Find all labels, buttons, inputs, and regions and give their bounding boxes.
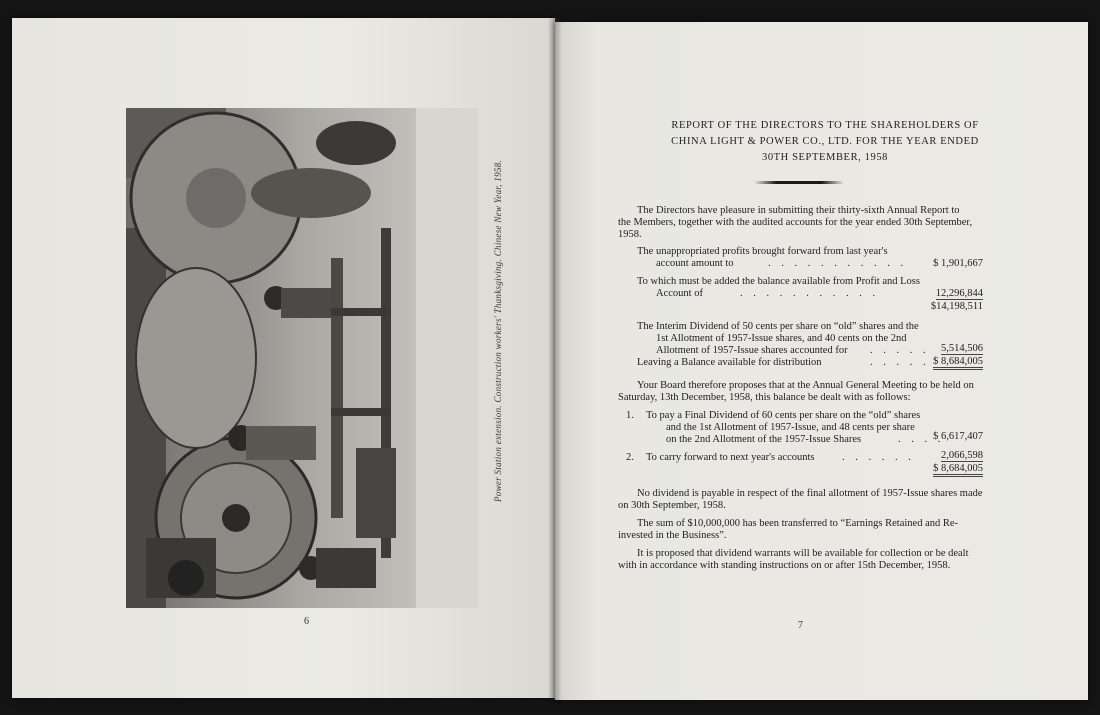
item1-line1: To pay a Final Dividend of 60 cents per share on the “old” shares [646,410,921,421]
leaving-balance-amount: $ 8,684,005 [933,356,983,370]
item2-number: 2. [626,452,634,463]
transfer-line: The sum of $10,000,000 has been transferred to “Earnings Retained and Re- [637,518,959,529]
page-number-right: 7 [798,620,803,631]
item2-total: $ 8,684,005 [933,463,983,477]
proposal-line: Saturday, 13th December, 1958, this balance be dealt with as follows: [618,392,911,403]
add-balance-amount: 12,296,844 [935,288,983,299]
title-line: CHINA LIGHT & POWER CO., LTD. FOR THE YEAR ENDED [671,136,979,147]
title-line: 30TH SEPTEMBER, 1958 [761,152,889,163]
leader-dots: . . . . . . [842,452,915,463]
leader-dots: . . . . . [870,345,930,356]
leader-dots: . . . . [898,434,945,445]
item1-line2: and the 1st Allotment of 1957-Issue, and 48 cents per share [666,422,915,433]
interim-line3: Allotment of 1957-Issue shares accounted for [656,345,848,356]
warrants-line: It is proposed that dividend warrants will be available for collection or be dealt [637,548,969,559]
intro-line: The Directors have pleasure in submitting their thirty-sixth Annual Report to [637,205,960,216]
item2-line1: To carry forward to next year's accounts [646,452,815,463]
item1-amount: $ 6,617,407 [933,431,983,442]
book-gutter [548,18,562,700]
interim-line1: The Interim Dividend of 50 cents per share on “old” shares and the [637,321,919,332]
unappropriated-line2: account amount to [656,258,734,269]
title-line: REPORT OF THE DIRECTORS TO THE SHAREHOLDERS OF [671,120,979,131]
photo-illustration [126,108,478,608]
item1-number: 1. [626,410,634,421]
photo-caption: Power Station extension. Construction workers' Thanksgiving. Chinese New Year, 1958. [493,159,503,502]
transfer-line: invested in the Business”. [618,530,727,541]
unappropriated-amount: $ 1,901,667 [933,258,983,269]
intro-line: 1958. [618,229,642,240]
item2-amount: 2,066,598 [941,450,983,461]
leader-dots: . . . . . [870,357,930,368]
item1-line3: on the 2nd Allotment of the 1957-Issue Shares [666,434,862,445]
report-title [600,118,1050,166]
warrants-line: with in accordance with standing instructions on or after 15th December, 1958. [618,560,951,571]
add-balance-line1: To which must be added the balance available from Profit and Loss [637,276,920,287]
unappropriated-line1: The unappropriated profits brought forward from last year's [637,246,888,257]
construction-workers-photo [126,108,478,608]
leaving-balance-line: Leaving a Balance available for distribution [637,357,822,368]
leader-dots: . . . . . . . . . . . [740,288,880,299]
title-rule [754,181,844,184]
proposal-line: Your Board therefore proposes that at the Annual General Meeting to be held on [637,380,974,391]
intro-line: the Members, together with the audited accounts for the year ended 30th September, [618,217,973,228]
leader-dots: . . . . . . . . . . . [768,258,908,269]
add-balance-line2: Account of [656,288,703,299]
balance-total: $14,198,511 [930,301,983,312]
no-dividend-line: No dividend is payable in respect of the final allotment of 1957-Issue shares made [637,488,983,499]
interim-line2: 1st Allotment of 1957-Issue shares, and 40 cents on the 2nd [656,333,907,344]
page-number-left: 6 [304,616,309,627]
interim-amount: 5,514,506 [941,343,983,354]
no-dividend-line: on 30th September, 1958. [618,500,726,511]
